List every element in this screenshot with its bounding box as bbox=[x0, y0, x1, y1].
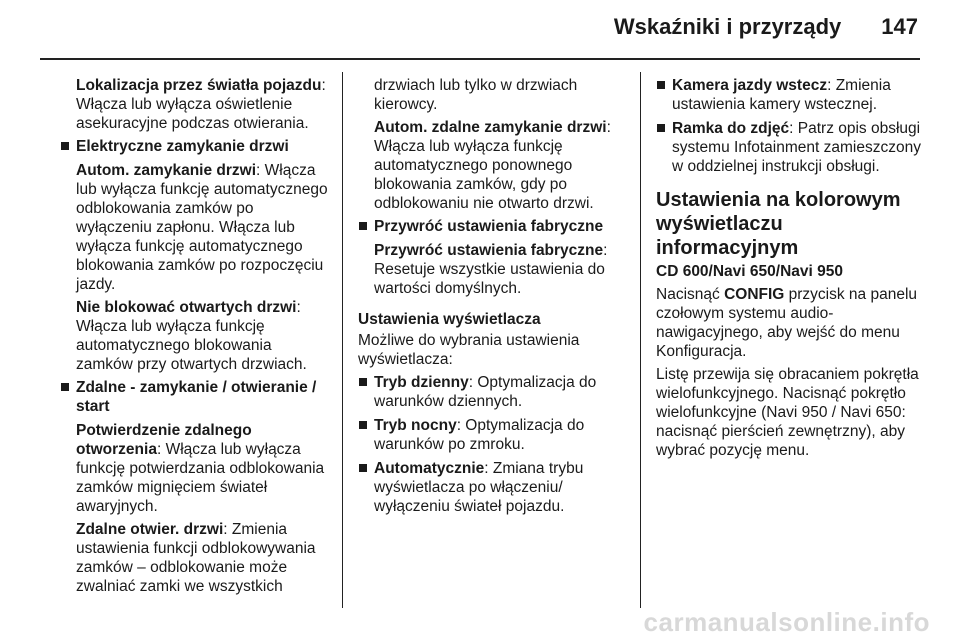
column-divider-1 bbox=[342, 72, 343, 608]
bullet-item: Elektryczne zamykanie drzwi bbox=[60, 137, 330, 156]
section-subheading: Ustawienia wyświetlacza bbox=[358, 311, 541, 328]
paragraph: Autom. zamykanie drzwi: Włącza lub wyłącza funkcję automatycznego odblokowania zamków po wyłączeniu zapłonu. Włącza lub wyłącza funkcję automatycznego blokowania zamków po rozpoczęciu jazdy. bbox=[76, 162, 328, 293]
bullet-item: Zdalne - zamykanie / otwieranie / start bbox=[60, 378, 330, 416]
header-rule bbox=[40, 58, 920, 60]
column-2 bbox=[358, 76, 626, 521]
paragraph: Przywróć ustawienia fabryczne: Resetuje wszystkie ustawienia do wartości domyślnych. bbox=[374, 242, 608, 297]
paragraph: Listę przewija się obracaniem pokrętła wielofunkcyjnego. Nacisnąć pokrętło wielofunkcyjne (Navi 950 / Navi 650: nacisnąć pierścień zewnętrzny), aby wybrać pozycję menu. bbox=[656, 366, 919, 459]
column-1 bbox=[60, 76, 330, 600]
column-3 bbox=[656, 76, 924, 464]
page-number: 147 bbox=[881, 14, 918, 39]
bullet-item: Tryb nocny: Optymalizacja do warunków po zmroku. bbox=[358, 416, 626, 454]
bullet-item: Tryb dzienny: Optymalizacja do warunków dziennych. bbox=[358, 373, 626, 411]
paragraph: Zdalne otwier. drzwi: Zmienia ustawienia funkcji odblokowywania zamków – odblokowanie może zwalniać zamki we wszystkich bbox=[76, 521, 316, 595]
bullet-item: Kamera jazdy wstecz: Zmienia ustawienia kamery wstecznej. bbox=[656, 76, 924, 114]
paragraph: Potwierdzenie zdalnego otworzenia: Włącza lub wyłącza funkcję potwierdzania odblokowania zamków mignięciem świateł awaryjnych. bbox=[76, 422, 325, 515]
paragraph: Nacisnąć CONFIG przycisk na panelu czołowym systemu audio-nawigacyjnego, aby wejść do menu Konfiguracja. bbox=[656, 286, 918, 360]
paragraph: Możliwe do wybrania ustawienia wyświetlacza: bbox=[358, 332, 580, 368]
paragraph: drzwiach lub tylko w drzwiach kierowcy. bbox=[374, 77, 578, 113]
section-subheading: CD 600/Navi 650/Navi 950 bbox=[656, 263, 843, 280]
bullet-item: Automatycznie: Zmiana trybu wyświetlacza po włączeniu/ wyłączeniu świateł pojazdu. bbox=[358, 459, 626, 516]
bullet-item: Ramka do zdjęć: Patrz opis obsługi systemu Infotainment zamieszczony w oddzielnej instrukcji obsługi. bbox=[656, 119, 924, 176]
page-header bbox=[40, 14, 918, 40]
bullet-item: Przywróć ustawienia fabryczne bbox=[358, 217, 626, 236]
section-heading: Ustawienia na kolorowym wyświetlaczu informacyjnym bbox=[656, 189, 901, 259]
column-divider-2 bbox=[640, 72, 641, 608]
paragraph: Nie blokować otwartych drzwi: Włącza lub wyłącza funkcję automatycznego blokowania zamków przy otwartych drzwiach. bbox=[76, 299, 307, 373]
page-title: Wskaźniki i przyrządy bbox=[613, 14, 842, 39]
paragraph: Autom. zdalne zamykanie drzwi: Włącza lub wyłącza funkcję automatycznego ponownego blokowania zamków, gdy po odblokowaniu nie otwarto drzwi. bbox=[374, 119, 611, 212]
paragraph: Lokalizacja przez światła pojazdu: Włącza lub wyłącza oświetlenie asekuracyjne podczas otwierania. bbox=[76, 77, 326, 132]
watermark: carmanualsonline.info bbox=[643, 607, 930, 637]
